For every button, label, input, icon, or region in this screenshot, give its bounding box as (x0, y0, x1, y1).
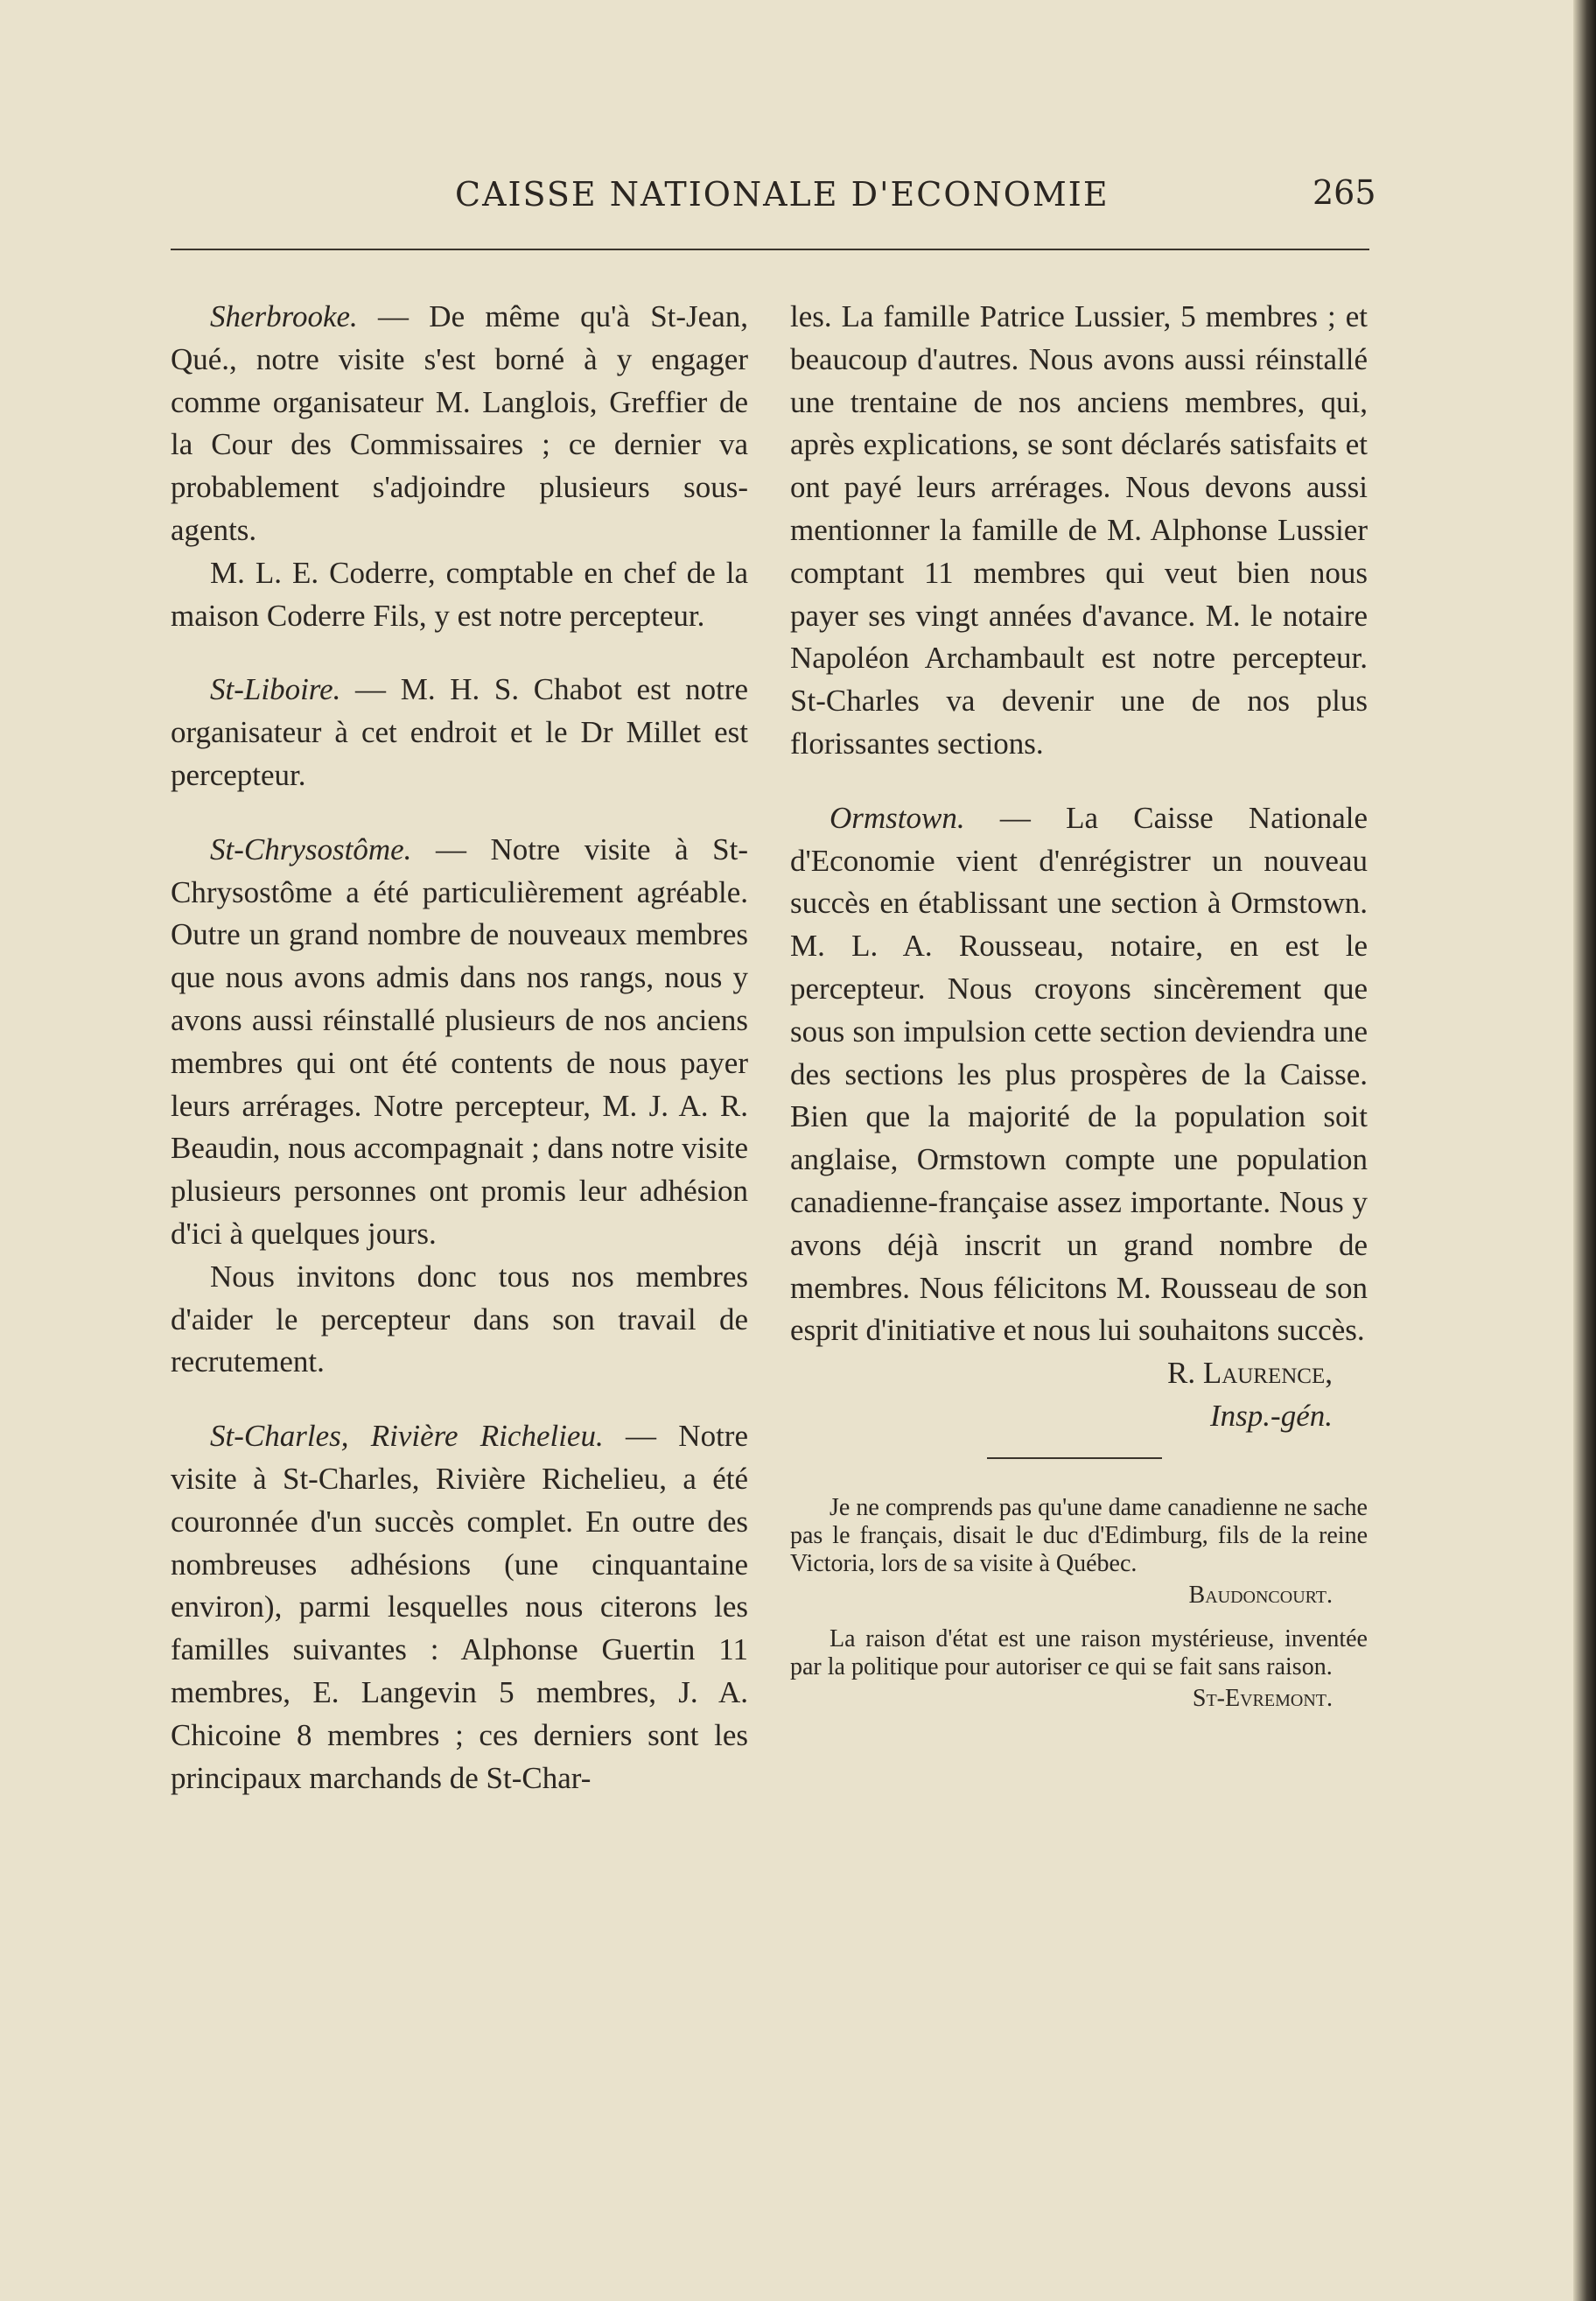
place-heading-st-charles: St-Charles, Rivière Richelieu. (210, 1419, 604, 1454)
header-rule (171, 249, 1369, 250)
paragraph-sherbrooke (171, 296, 748, 552)
quote-author-baudoncourt: Baudoncourt. (1188, 1581, 1333, 1609)
page-number: 265 (1312, 173, 1376, 212)
quote-author-st-evremont: St-Evremont. (1192, 1684, 1333, 1712)
paragraph-st-charles-continued: les. La famille Patrice Lussier, 5 membres ; et beaucoup d'autres. Nous avons aussi réinstallé une trentaine de nos anciens membres, qui, après explications, se sont déclarés satisfaits et ont payé leurs arrérages. Nous devons aussi mentionner la famille de M. Alphonse Lussier comptant 11 membres qui veut bien nous payer ses vingt années d'avance. M. le notaire Napoléon Archambault est notre percepteur. St-Charles va devenir une de nos plus florissantes sections. (790, 299, 1368, 761)
paragraph-ormstown (790, 797, 1368, 1352)
paragraph-st-chrysostome (171, 829, 748, 1256)
paragraph-text: — Notre visite à St-Charles, Rivière Richelieu, a été couronnée d'un succès complet. En outre des nombreuses adhésions (une cinquantaine environ), parmi lesquelles nous citerons les familles suivantes : Alphonse Guertin 11 membres, E. Langevin 5 membres, J. A. Chicoine 8 membres ; ces derniers sont les principaux marchands de St-Char- (171, 1419, 748, 1795)
paragraph-text: — M. H. S. Chabot est notre organisateur à cet endroit et le Dr Millet est percepteur. (171, 672, 748, 792)
paragraph-text: — Notre visite à St-Chrysostôme a été particulièrement agréable. Outre un grand nombre de nouveaux membres que nous avons admis dans nos rangs, nous y avons aussi réinstallé plusieurs de nos anciens membres qui ont été contents de nous payer leurs arrérages. Notre percepteur, M. J. A. R. Beaudin, nous accompagnait ; dans notre visite plusieurs personnes ont promis leur adhésion d'ici à quelques jours. (171, 831, 748, 1251)
signature-name: R. Laurence, (1166, 1356, 1333, 1391)
signature-title: Insp.-gén. (1210, 1398, 1333, 1433)
paragraph-text: — La Caisse Nationale d'Economie vient d'enrégistrer un nouveau succès en établissant une section à Ormstown. M. L. A. Rousseau, notaire, en est le percepteur. Nous croyons sincèrement que sous son impulsion cette section deviendra une des sections les plus prospères de la Caisse. Bien que la majorité de la population soit anglaise, Ormstown compte une population canadienne-française assez importante. Nous y avons déjà inscrit un grand nombre de membres. Nous félicitons M. Rousseau de son esprit d'initiative et nous lui souhaitons succès. (790, 800, 1368, 1348)
quote-raison-etat: La raison d'état est une raison mystérieuse, inventée par la politique pour autoriser ce qui se fait sans raison. (790, 1624, 1368, 1680)
place-heading-ormstown: Ormstown. (830, 800, 965, 835)
place-heading-st-liboire: St-Liboire. (210, 672, 341, 707)
section-divider (987, 1457, 1162, 1459)
paragraph-st-liboire (171, 669, 748, 796)
right-column (790, 296, 1368, 1716)
place-heading-sherbrooke: Sherbrooke. (210, 299, 358, 333)
running-header-title: CAISSE NATIONALE D'ECONOMIE (455, 175, 1110, 214)
paragraph-text: — De même qu'à St-Jean, Qué., notre visite s'est borné à y engager comme organisateur M. Langlois, Greffier de la Cour des Commissaires ; ce dernier va probablement s'adjoindre plusieurs sous-agents. (171, 299, 748, 547)
left-column (171, 296, 748, 1799)
paragraph-st-charles (171, 1415, 748, 1799)
quote-duc-edimburg: Je ne comprends pas qu'une dame canadienne ne sache pas le français, disait le duc d'Edimburg, fils de la reine Victoria, lors de sa visite à Québec. (790, 1493, 1368, 1577)
paragraph-invitation: Nous invitons donc tous nos membres d'aider le percepteur dans son travail de recrutement. (171, 1259, 748, 1379)
place-heading-st-chrysostome: St-Chrysostôme. (210, 831, 412, 866)
paragraph-coderre: M. L. E. Coderre, comptable en chef de la maison Coderre Fils, y est notre percepteur. (171, 555, 748, 633)
page-edge-shadow (1573, 0, 1596, 2301)
